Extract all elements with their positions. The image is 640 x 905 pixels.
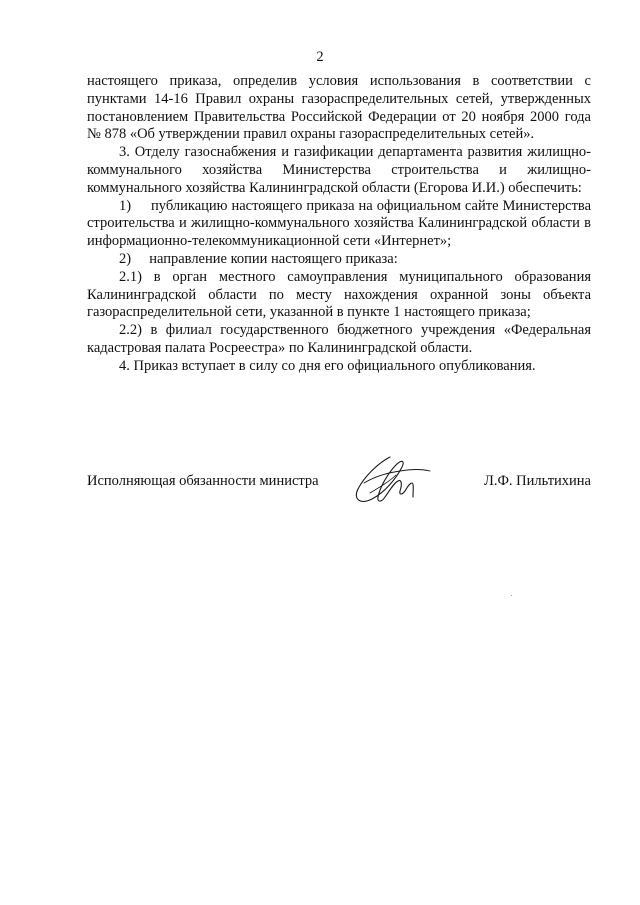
paragraph-3: 3. Отделу газоснабжения и газификации департамента развития жилищно-коммунального хозяйства Министерства строительства и жилищно-коммунального хозяйства Калининградской области (Егорова И.И.) обеспечить: — [87, 144, 591, 196]
document-body — [87, 73, 591, 376]
signatory-position: Исполняющая обязанности министра — [87, 473, 319, 489]
paragraph-4: 4. Приказ вступает в силу со дня его официального опубликования. — [119, 357, 536, 374]
list-item-1-number: 1) — [119, 197, 132, 214]
paragraph-continuation: настоящего приказа, определив условия использования в соответствии с пунктами 14-16 Правил охраны газораспределительных сетей, утвержденных постановлением Правительства Российской Федерации от 20 ноября 2000 года № 878 «Об утверждении правил охраны газораспределительных сетей». — [87, 73, 591, 143]
list-item-2-1: 2.1) в орган местного самоуправления муниципального образования Калининградской области по месту нахождения охранной зоны объекта газораспределительной сети, указанной в пункте 1 настоящего приказа; — [87, 268, 591, 321]
signature-block — [87, 470, 591, 510]
list-item-2-2: 2.2) в филиал государственного бюджетного учреждения «Федеральная кадастровая палата Росреестра» по Калининградской области. — [87, 322, 591, 356]
signatory-name: Л.Ф. Пильтихина — [484, 473, 591, 489]
list-item-1-text: публикацию настоящего приказа на официальном сайте Министерства строительства и жилищно-коммунального хозяйства Калининградской области в информационно-телекоммуникационной сети «Интернет»; — [87, 197, 591, 250]
list-item-2 — [87, 251, 591, 269]
scan-speck — [511, 595, 512, 596]
page-number: 2 — [316, 49, 324, 65]
list-item-2-text: направление копии настоящего приказа: — [149, 250, 398, 267]
list-item-1 — [87, 198, 591, 251]
list-item-2-number: 2) — [119, 250, 132, 267]
